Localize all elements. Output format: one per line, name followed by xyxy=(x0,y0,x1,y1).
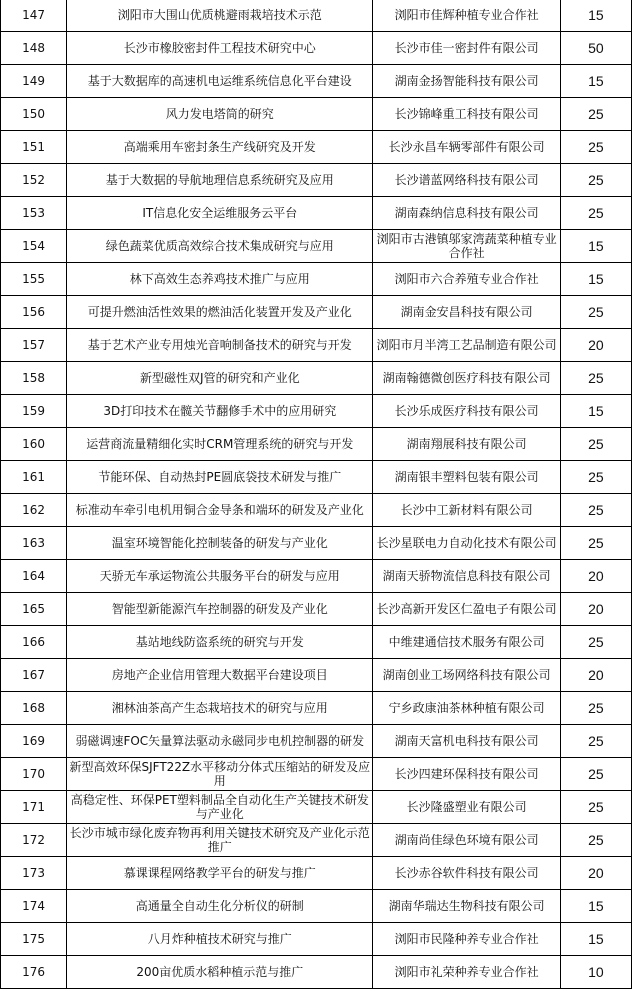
project-name: 弱磁调速FOC矢量算法驱动永磁同步电机控制器的研发 xyxy=(67,725,373,758)
funding-amount: 25 xyxy=(560,692,631,725)
table-row xyxy=(1,527,632,560)
funding-amount: 25 xyxy=(560,197,631,230)
project-name: 3D打印技术在髋关节翻修手术中的应用研究 xyxy=(67,395,373,428)
project-name: 浏阳市大围山优质桃避雨栽培技术示范 xyxy=(67,0,373,32)
funding-amount: 25 xyxy=(560,428,631,461)
project-name: 新型高效环保SJFT22Z水平移动分体式压缩站的研发及应用 xyxy=(67,758,373,791)
organization-name: 湖南金扬智能科技有限公司 xyxy=(373,65,560,98)
funding-amount: 25 xyxy=(560,626,631,659)
table-row xyxy=(1,461,632,494)
table-row xyxy=(1,164,632,197)
table-row xyxy=(1,65,632,98)
project-name: 湘林油茶高产生态栽培技术的研究与应用 xyxy=(67,692,373,725)
row-number: 175 xyxy=(1,923,67,956)
table-row xyxy=(1,758,632,791)
project-name: 温室环境智能化控制装备的研发与产业化 xyxy=(67,527,373,560)
row-number: 152 xyxy=(1,164,67,197)
funding-amount: 15 xyxy=(560,263,631,296)
row-number: 172 xyxy=(1,824,67,857)
row-number: 167 xyxy=(1,659,67,692)
funding-amount: 20 xyxy=(560,560,631,593)
row-number: 154 xyxy=(1,230,67,263)
funding-amount: 15 xyxy=(560,923,631,956)
row-number: 153 xyxy=(1,197,67,230)
organization-name: 湖南天骄物流信息科技有限公司 xyxy=(373,560,560,593)
project-name: 高通量全自动生化分析仪的研制 xyxy=(67,890,373,923)
row-number: 170 xyxy=(1,758,67,791)
row-number: 169 xyxy=(1,725,67,758)
funding-amount: 20 xyxy=(560,857,631,890)
organization-name: 长沙市佳一密封件有限公司 xyxy=(373,32,560,65)
table-row xyxy=(1,659,632,692)
organization-name: 长沙锦峰重工科技有限公司 xyxy=(373,98,560,131)
funding-amount: 25 xyxy=(560,494,631,527)
row-number: 163 xyxy=(1,527,67,560)
funding-amount: 15 xyxy=(560,65,631,98)
organization-name: 湖南天富机电科技有限公司 xyxy=(373,725,560,758)
organization-name: 湖南华瑞达生物科技有限公司 xyxy=(373,890,560,923)
organization-name: 长沙中工新材料有限公司 xyxy=(373,494,560,527)
row-number: 173 xyxy=(1,857,67,890)
table-row xyxy=(1,824,632,857)
organization-name: 长沙赤谷软件科技有限公司 xyxy=(373,857,560,890)
funding-amount: 15 xyxy=(560,395,631,428)
organization-name: 湖南翔展科技有限公司 xyxy=(373,428,560,461)
row-number: 164 xyxy=(1,560,67,593)
project-name: 基站地线防盗系统的研究与开发 xyxy=(67,626,373,659)
row-number: 158 xyxy=(1,362,67,395)
project-name: 标准动车牵引电机用铜合金导条和端环的研发及产业化 xyxy=(67,494,373,527)
project-name: 长沙市城市绿化废弃物再利用关键技术研究及产业化示范推广 xyxy=(67,824,373,857)
row-number: 176 xyxy=(1,956,67,989)
project-name: 天骄无车承运物流公共服务平台的研发与应用 xyxy=(67,560,373,593)
table-row xyxy=(1,296,632,329)
table-row xyxy=(1,428,632,461)
funding-amount: 15 xyxy=(560,0,631,32)
table-row xyxy=(1,263,632,296)
organization-name: 浏阳市民隆种养专业合作社 xyxy=(373,923,560,956)
project-name: 高端乘用车密封条生产线研究及开发 xyxy=(67,131,373,164)
table-row xyxy=(1,692,632,725)
funding-amount: 20 xyxy=(560,593,631,626)
organization-name: 浏阳市月半湾工艺品制造有限公司 xyxy=(373,329,560,362)
funding-amount: 25 xyxy=(560,824,631,857)
row-number: 149 xyxy=(1,65,67,98)
organization-name: 湖南翰德微创医疗科技有限公司 xyxy=(373,362,560,395)
project-name: 智能型新能源汽车控制器的研发及产业化 xyxy=(67,593,373,626)
organization-name: 浏阳市古港镇邬家湾蔬菜种植专业合作社 xyxy=(373,230,560,263)
row-number: 166 xyxy=(1,626,67,659)
row-number: 159 xyxy=(1,395,67,428)
table-row xyxy=(1,362,632,395)
table-body xyxy=(1,0,632,989)
organization-name: 湖南创业工场网络科技有限公司 xyxy=(373,659,560,692)
table-row xyxy=(1,395,632,428)
table-row xyxy=(1,32,632,65)
organization-name: 浏阳市佳辉种植专业合作社 xyxy=(373,0,560,32)
funding-amount: 50 xyxy=(560,32,631,65)
row-number: 151 xyxy=(1,131,67,164)
funding-amount: 25 xyxy=(560,362,631,395)
project-name: 节能环保、自动热封PE圆底袋技术研发与推广 xyxy=(67,461,373,494)
project-name: 运营商流量精细化实时CRM管理系统的研究与开发 xyxy=(67,428,373,461)
table-row xyxy=(1,791,632,824)
row-number: 148 xyxy=(1,32,67,65)
row-number: 156 xyxy=(1,296,67,329)
funding-amount: 25 xyxy=(560,164,631,197)
project-name: 绿色蔬菜优质高效综合技术集成研究与应用 xyxy=(67,230,373,263)
organization-name: 长沙谱蓝网络科技有限公司 xyxy=(373,164,560,197)
project-name: 基于大数据的导航地理信息系统研究及应用 xyxy=(67,164,373,197)
funding-amount: 15 xyxy=(560,230,631,263)
project-name: 房地产企业信用管理大数据平台建设项目 xyxy=(67,659,373,692)
table-row xyxy=(1,494,632,527)
row-number: 168 xyxy=(1,692,67,725)
table-row xyxy=(1,626,632,659)
organization-name: 长沙隆盛塑业有限公司 xyxy=(373,791,560,824)
organization-name: 长沙乐成医疗科技有限公司 xyxy=(373,395,560,428)
row-number: 160 xyxy=(1,428,67,461)
table-row xyxy=(1,890,632,923)
project-name: 200亩优质水稻种植示范与推广 xyxy=(67,956,373,989)
row-number: 147 xyxy=(1,0,67,32)
organization-name: 中维建通信技术服务有限公司 xyxy=(373,626,560,659)
organization-name: 湖南金安昌科技有限公司 xyxy=(373,296,560,329)
funding-amount: 25 xyxy=(560,461,631,494)
funding-amount: 25 xyxy=(560,296,631,329)
table-row xyxy=(1,197,632,230)
project-name: 风力发电塔筒的研究 xyxy=(67,98,373,131)
project-name: 基于艺术产业专用烛光音响制备技术的研究与开发 xyxy=(67,329,373,362)
table-row xyxy=(1,329,632,362)
row-number: 157 xyxy=(1,329,67,362)
project-name: IT信息化安全运维服务云平台 xyxy=(67,197,373,230)
table-row xyxy=(1,131,632,164)
row-number: 161 xyxy=(1,461,67,494)
organization-name: 长沙高新开发区仁盈电子有限公司 xyxy=(373,593,560,626)
funding-amount: 10 xyxy=(560,956,631,989)
row-number: 150 xyxy=(1,98,67,131)
table-row xyxy=(1,560,632,593)
funding-amount: 20 xyxy=(560,329,631,362)
project-name: 林下高效生态养鸡技术推广与应用 xyxy=(67,263,373,296)
row-number: 162 xyxy=(1,494,67,527)
table-row xyxy=(1,0,632,32)
organization-name: 长沙四建环保科技有限公司 xyxy=(373,758,560,791)
organization-name: 长沙永昌车辆零部件有限公司 xyxy=(373,131,560,164)
project-name: 高稳定性、环保PET塑料制品全自动化生产关键技术研发与产业化 xyxy=(67,791,373,824)
organization-name: 宁乡政康油茶林种植有限公司 xyxy=(373,692,560,725)
table-row xyxy=(1,593,632,626)
table-row xyxy=(1,725,632,758)
funding-amount: 25 xyxy=(560,131,631,164)
row-number: 165 xyxy=(1,593,67,626)
table-row xyxy=(1,857,632,890)
table-row xyxy=(1,98,632,131)
funding-amount: 25 xyxy=(560,527,631,560)
organization-name: 浏阳市礼荣种养专业合作社 xyxy=(373,956,560,989)
row-number: 155 xyxy=(1,263,67,296)
table-row xyxy=(1,230,632,263)
table-row xyxy=(1,956,632,989)
funding-amount: 15 xyxy=(560,890,631,923)
table-row xyxy=(1,923,632,956)
project-name: 长沙市橡胶密封件工程技术研究中心 xyxy=(67,32,373,65)
funding-amount: 20 xyxy=(560,659,631,692)
row-number: 171 xyxy=(1,791,67,824)
funding-amount: 25 xyxy=(560,758,631,791)
project-name: 八月炸种植技术研究与推广 xyxy=(67,923,373,956)
row-number: 174 xyxy=(1,890,67,923)
funding-amount: 25 xyxy=(560,791,631,824)
project-name: 可提升燃油活性效果的燃油活化装置开发及产业化 xyxy=(67,296,373,329)
organization-name: 湖南尚佳绿色环境有限公司 xyxy=(373,824,560,857)
organization-name: 湖南银丰塑料包装有限公司 xyxy=(373,461,560,494)
project-name: 新型磁性双J管的研究和产业化 xyxy=(67,362,373,395)
organization-name: 长沙星联电力自动化技术有限公司 xyxy=(373,527,560,560)
organization-name: 浏阳市六合养殖专业合作社 xyxy=(373,263,560,296)
project-name: 基于大数据库的高速机电运维系统信息化平台建设 xyxy=(67,65,373,98)
organization-name: 湖南森纳信息科技有限公司 xyxy=(373,197,560,230)
project-name: 慕课课程网络教学平台的研发与推广 xyxy=(67,857,373,890)
funding-amount: 25 xyxy=(560,98,631,131)
funding-amount: 25 xyxy=(560,725,631,758)
